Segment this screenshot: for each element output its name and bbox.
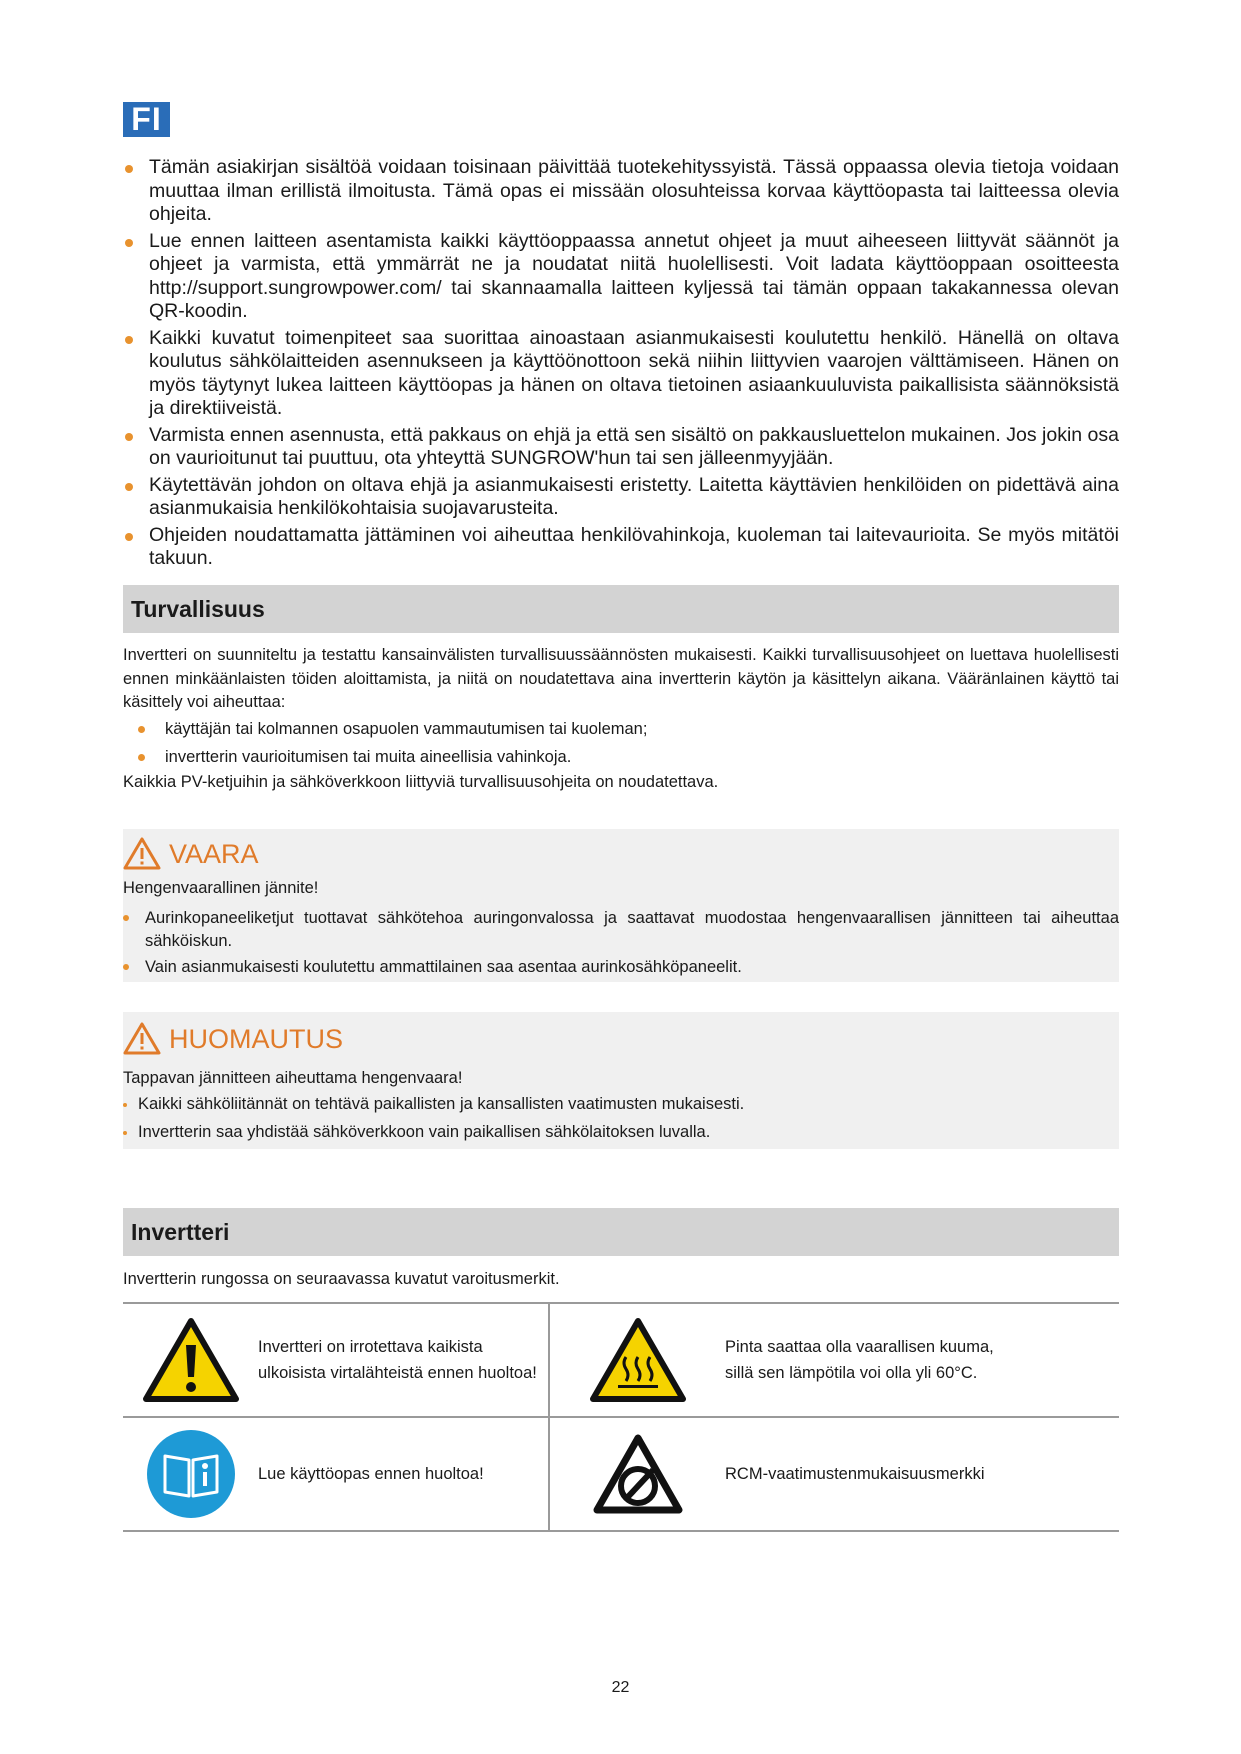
list-item: Lue ennen laitteen asentamista kaikki käyttöoppaassa annetut ohjeet ja muut aiheeseen liittyvät säännöt ja ohjeet ja varmista, että ymmärrät ne ja noudatat niitä huolellisesti. Voit ladata käyttöoppaan osoitteesta http://support.sungrowpower.com/ tai skannaamalla laitteen kyljessä tai tämän oppaan takakannessa olevan QR-koodin. bbox=[123, 230, 1119, 324]
inverter-section-header bbox=[123, 1208, 1119, 1256]
list-item: Kaikki kuvatut toimenpiteet saa suorittaa ainoastaan asianmukaisesti koulutettu henkilö. Hänellä on oltava koulutus sähkölaitteiden asennukseen ja käyttöönottoon sekä niihin liittyvien vaarojen välttämiseen. Hänen on myös täytynyt lukea laitteen käyttöopas ja hänen on oltava tietoinen asiaankuuluvista paikallisista säännöksistä ja direktiiveistä. bbox=[123, 327, 1119, 421]
danger-alert-body bbox=[123, 877, 1119, 981]
warning-triangle-icon bbox=[123, 1022, 161, 1056]
alert-title: HUOMAUTUS bbox=[169, 1024, 343, 1054]
notice-alert-box bbox=[123, 1012, 1119, 1149]
intro-bullet-list bbox=[123, 156, 1119, 574]
bullet-icon bbox=[125, 165, 133, 173]
bullet-icon bbox=[123, 1131, 127, 1135]
notice-list bbox=[123, 1093, 1119, 1145]
sign-icon-cell bbox=[123, 1417, 258, 1531]
alert-lead: Hengenvaarallinen jännite! bbox=[123, 879, 319, 897]
list-item: Vain asianmukaisesti koulutettu ammattilainen saa asentaa aurinkosähköpaneelit. bbox=[123, 956, 1119, 980]
sign-icon-cell bbox=[549, 1303, 725, 1417]
alert-title: VAARA bbox=[169, 839, 259, 869]
safety-consequence-list bbox=[123, 715, 1119, 771]
bullet-icon bbox=[125, 483, 133, 491]
warning-triangle-icon bbox=[123, 837, 161, 871]
bullet-icon bbox=[123, 1103, 127, 1107]
safety-paragraph: Invertteri on suunniteltu ja testattu kansainvälisten turvallisuussäännösten mukaisesti. Kaikki turvallisuusohjeet on luettava huolellisesti ennen minkäänlaisten töiden aloittamista, ja niitä on noudatettava aina invertterin käytön ja käsittelyn aikana. Vääränlainen käyttö tai käsittely voi aiheuttaa: bbox=[123, 646, 1119, 711]
bullet-icon bbox=[138, 726, 145, 733]
hot-surface-icon bbox=[588, 1315, 688, 1405]
list-item: Kaikki sähköliitännät on tehtävä paikallisten ja kansallisten vaatimusten mukaisesti. bbox=[123, 1093, 1119, 1117]
danger-list bbox=[123, 907, 1119, 980]
read-manual-icon bbox=[145, 1428, 237, 1520]
bullet-icon bbox=[138, 754, 145, 761]
bullet-icon bbox=[123, 915, 129, 921]
list-item: Tämän asiakirjan sisältöä voidaan toisinaan päivittää tuotekehityssyistä. Tässä oppaassa olevia tietoja voidaan muuttaa ilman erillistä ilmoitusta. Tämä opas ei missään olosuhteissa korvaa käyttöopasta tai laitteessa olevia ohjeita. bbox=[123, 156, 1119, 227]
list-item: invertterin vaurioitumisen tai muita aineellisia vahinkoja. bbox=[123, 743, 1119, 771]
language-badge: FI bbox=[123, 102, 170, 137]
bullet-icon bbox=[125, 239, 133, 247]
bullet-icon bbox=[125, 533, 133, 541]
sign-icon-cell bbox=[123, 1303, 258, 1417]
sign-icon-cell bbox=[549, 1417, 725, 1531]
list-item: käyttäjän tai kolmannen osapuolen vammautumisen tai kuoleman; bbox=[123, 715, 1119, 743]
rcm-mark-icon bbox=[593, 1434, 683, 1514]
sign-text-cell: Invertteri on irrotettava kaikista ulkoisista virtalähteistä ennen huoltoa! bbox=[258, 1303, 549, 1417]
list-item: Varmista ennen asennusta, että pakkaus on ehjä ja että sen sisältö on pakkausluettelon mukainen. Jos jokin osa on vaurioitunut tai puuttuu, ota yhteyttä SUNGROW'hun tai sen jälleenmyyjään. bbox=[123, 424, 1119, 471]
list-item: Aurinkopaneeliketjut tuottavat sähkötehoa auringonvalossa ja saattavat muodostaa hengenvaarallisen jännitteen tai aiheuttaa sähköiskun. bbox=[123, 907, 1119, 954]
danger-alert-box bbox=[123, 829, 1119, 982]
section-title: Invertteri bbox=[131, 1219, 230, 1245]
notice-alert-body bbox=[123, 1067, 1119, 1150]
section-title: Turvallisuus bbox=[131, 596, 265, 622]
list-item: Invertterin saa yhdistää sähköverkkoon vain paikallisen sähkölaitoksen luvalla. bbox=[123, 1121, 1119, 1145]
alert-lead: Tappavan jännitteen aiheuttama hengenvaara! bbox=[123, 1069, 463, 1087]
list-item: Ohjeiden noudattamatta jättäminen voi aiheuttaa henkilövahinkoja, kuoleman tai laitevaurioita. Se myös mitätöi takuun. bbox=[123, 524, 1119, 571]
bullet-icon bbox=[125, 433, 133, 441]
sign-text-cell: Pinta saattaa olla vaarallisen kuuma, sillä sen lämpötila voi olla yli 60°C. bbox=[725, 1303, 1119, 1417]
safety-closing: Kaikkia PV-ketjuihin ja sähköverkkoon liittyviä turvallisuusohjeita on noudatettava. bbox=[123, 772, 719, 791]
bullet-icon bbox=[125, 336, 133, 344]
safety-body bbox=[123, 644, 1119, 794]
bullet-icon bbox=[123, 964, 129, 970]
table-row bbox=[123, 1417, 1119, 1531]
page-number: 22 bbox=[611, 1679, 630, 1696]
sign-text-cell: Lue käyttöopas ennen huoltoa! bbox=[258, 1417, 549, 1531]
sign-text-cell: RCM-vaatimustenmukaisuusmerkki bbox=[725, 1417, 1119, 1531]
safety-section-header bbox=[123, 585, 1119, 633]
table-row bbox=[123, 1303, 1119, 1417]
warning-signs-table bbox=[123, 1302, 1119, 1532]
inverter-intro: Invertterin rungossa on seuraavassa kuvatut varoitusmerkit. bbox=[123, 1270, 560, 1288]
warning-exclamation-icon bbox=[141, 1315, 241, 1405]
list-item: Käytettävän johdon on oltava ehjä ja asianmukaisesti eristetty. Laitetta käyttävien henkilöiden on pidettävä aina asianmukaisia henkilökohtaisia suojavarusteita. bbox=[123, 474, 1119, 521]
